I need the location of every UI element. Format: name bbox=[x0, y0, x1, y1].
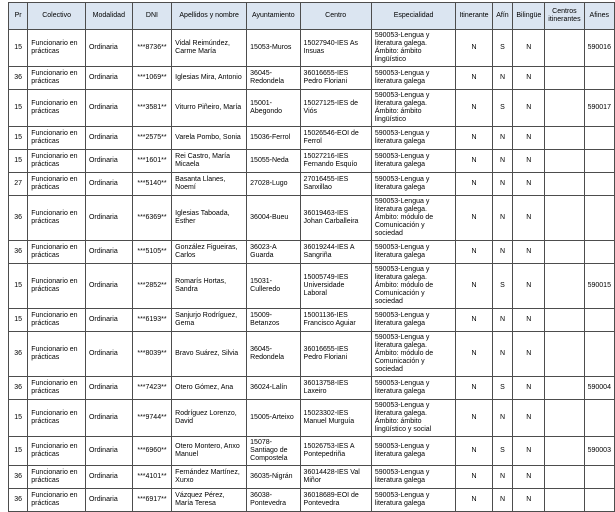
table-row bbox=[9, 309, 615, 332]
cell-nombre: Sanjurjo Rodríguez, Gema bbox=[172, 309, 247, 332]
cell-itinerante: N bbox=[456, 127, 492, 150]
cell-ayuntamiento: 36035-Nigrán bbox=[247, 466, 300, 489]
cell-itinerante: N bbox=[456, 489, 492, 512]
cell-ayuntamiento: 36024-Lalín bbox=[247, 377, 300, 400]
cell-ayuntamiento: 15053-Muros bbox=[247, 30, 300, 67]
cell-dni: ***2575** bbox=[132, 127, 171, 150]
cell-centros_itinerantes bbox=[545, 67, 584, 90]
cell-dni: ***8736** bbox=[132, 30, 171, 67]
cell-centro: 15027125-IES de Viós bbox=[300, 90, 371, 127]
cell-especialidad: 590053-Lengua y literatura galega bbox=[371, 466, 456, 489]
cell-centros_itinerantes bbox=[545, 173, 584, 196]
table-row bbox=[9, 400, 615, 437]
cell-modalidad: Ordinaria bbox=[85, 466, 132, 489]
cell-ayuntamiento: 36045-Redondela bbox=[247, 332, 300, 377]
cell-afin: S bbox=[492, 377, 513, 400]
cell-modalidad: Ordinaria bbox=[85, 241, 132, 264]
cell-bilingue: N bbox=[513, 150, 545, 173]
cell-colectivo: Funcionario en prácticas bbox=[28, 309, 86, 332]
cell-pr: 36 bbox=[9, 332, 28, 377]
cell-afines bbox=[584, 173, 614, 196]
cell-afin: N bbox=[492, 173, 513, 196]
cell-modalidad: Ordinaria bbox=[85, 264, 132, 309]
cell-centro: 36019244-IES A Sangriña bbox=[300, 241, 371, 264]
cell-especialidad: 590053-Lengua y literatura galega. Ámbito: módulo de Comunicación y sociedad bbox=[371, 196, 456, 241]
cell-centros_itinerantes bbox=[545, 332, 584, 377]
cell-afin: N bbox=[492, 489, 513, 512]
table-row bbox=[9, 127, 615, 150]
table-row bbox=[9, 30, 615, 67]
cell-dni: ***2852** bbox=[132, 264, 171, 309]
cell-itinerante: N bbox=[456, 30, 492, 67]
cell-pr: 15 bbox=[9, 150, 28, 173]
staff-assignments-table bbox=[8, 2, 615, 512]
cell-dni: ***1601** bbox=[132, 150, 171, 173]
cell-pr: 15 bbox=[9, 90, 28, 127]
table-row bbox=[9, 173, 615, 196]
cell-centros_itinerantes bbox=[545, 489, 584, 512]
cell-ayuntamiento: 15009-Betanzos bbox=[247, 309, 300, 332]
cell-afin: N bbox=[492, 400, 513, 437]
table-row bbox=[9, 437, 615, 466]
cell-afin: N bbox=[492, 196, 513, 241]
table-row bbox=[9, 67, 615, 90]
cell-pr: 15 bbox=[9, 30, 28, 67]
cell-afines bbox=[584, 150, 614, 173]
cell-colectivo: Funcionario en prácticas bbox=[28, 377, 86, 400]
cell-afines: 590004 bbox=[584, 377, 614, 400]
table-row bbox=[9, 332, 615, 377]
cell-itinerante: N bbox=[456, 241, 492, 264]
table-body bbox=[9, 30, 615, 512]
cell-centro: 15027216-IES Fernando Esquío bbox=[300, 150, 371, 173]
cell-centros_itinerantes bbox=[545, 196, 584, 241]
cell-especialidad: 590053-Lengua y literatura galega bbox=[371, 241, 456, 264]
cell-nombre: Vidal Reimúndez, Carme María bbox=[172, 30, 247, 67]
header-afines: Afines bbox=[584, 3, 614, 30]
header-especialidad: Especialidad bbox=[371, 3, 456, 30]
cell-bilingue: N bbox=[513, 196, 545, 241]
cell-colectivo: Funcionario en prácticas bbox=[28, 30, 86, 67]
table-row bbox=[9, 196, 615, 241]
cell-bilingue: N bbox=[513, 173, 545, 196]
cell-itinerante: N bbox=[456, 150, 492, 173]
cell-itinerante: N bbox=[456, 400, 492, 437]
cell-colectivo: Funcionario en prácticas bbox=[28, 127, 86, 150]
cell-afin: N bbox=[492, 466, 513, 489]
cell-centros_itinerantes bbox=[545, 400, 584, 437]
cell-nombre: Rei Castro, María Micaela bbox=[172, 150, 247, 173]
cell-pr: 15 bbox=[9, 264, 28, 309]
cell-pr: 15 bbox=[9, 400, 28, 437]
cell-nombre: Bravo Suárez, Silvia bbox=[172, 332, 247, 377]
cell-centros_itinerantes bbox=[545, 150, 584, 173]
cell-itinerante: N bbox=[456, 196, 492, 241]
cell-dni: ***8039** bbox=[132, 332, 171, 377]
cell-afines bbox=[584, 309, 614, 332]
cell-especialidad: 590053-Lengua y literatura galega bbox=[371, 67, 456, 90]
cell-afin: S bbox=[492, 90, 513, 127]
cell-itinerante: N bbox=[456, 437, 492, 466]
cell-colectivo: Funcionario en prácticas bbox=[28, 150, 86, 173]
cell-colectivo: Funcionario en prácticas bbox=[28, 332, 86, 377]
cell-bilingue: N bbox=[513, 309, 545, 332]
cell-bilingue: N bbox=[513, 90, 545, 127]
cell-afines: 590003 bbox=[584, 437, 614, 466]
cell-dni: ***7423** bbox=[132, 377, 171, 400]
cell-colectivo: Funcionario en prácticas bbox=[28, 241, 86, 264]
cell-pr: 36 bbox=[9, 241, 28, 264]
cell-afines bbox=[584, 241, 614, 264]
cell-bilingue: N bbox=[513, 67, 545, 90]
cell-especialidad: 590053-Lengua y literatura galega bbox=[371, 150, 456, 173]
cell-nombre: Otero Montero, Anxo Manuel bbox=[172, 437, 247, 466]
cell-bilingue: N bbox=[513, 437, 545, 466]
cell-afines bbox=[584, 196, 614, 241]
cell-especialidad: 590053-Lengua y literatura galega bbox=[371, 173, 456, 196]
cell-bilingue: N bbox=[513, 489, 545, 512]
cell-modalidad: Ordinaria bbox=[85, 437, 132, 466]
header-modalidad: Modalidad bbox=[85, 3, 132, 30]
cell-bilingue: N bbox=[513, 377, 545, 400]
cell-afin: N bbox=[492, 127, 513, 150]
table-row bbox=[9, 90, 615, 127]
header-ayuntamiento: Ayuntamiento bbox=[247, 3, 300, 30]
cell-ayuntamiento: 15055-Neda bbox=[247, 150, 300, 173]
cell-ayuntamiento: 15078-Santiago de Compostela bbox=[247, 437, 300, 466]
cell-itinerante: N bbox=[456, 173, 492, 196]
cell-centros_itinerantes bbox=[545, 241, 584, 264]
cell-centros_itinerantes bbox=[545, 30, 584, 67]
cell-bilingue: N bbox=[513, 332, 545, 377]
cell-pr: 36 bbox=[9, 196, 28, 241]
cell-afines bbox=[584, 332, 614, 377]
cell-afines: 590017 bbox=[584, 90, 614, 127]
cell-centro: 36014428-IES Val Miñor bbox=[300, 466, 371, 489]
cell-modalidad: Ordinaria bbox=[85, 127, 132, 150]
cell-itinerante: N bbox=[456, 377, 492, 400]
cell-afin: N bbox=[492, 332, 513, 377]
cell-pr: 15 bbox=[9, 309, 28, 332]
cell-itinerante: N bbox=[456, 90, 492, 127]
cell-centro: 15026546-EOI de Ferrol bbox=[300, 127, 371, 150]
cell-afines bbox=[584, 400, 614, 437]
header-colectivo: Colectivo bbox=[28, 3, 86, 30]
cell-pr: 36 bbox=[9, 466, 28, 489]
cell-centro: 15026753-IES A Pontepedriña bbox=[300, 437, 371, 466]
cell-ayuntamiento: 15031-Culleredo bbox=[247, 264, 300, 309]
cell-nombre: Fernández Martínez, Xurxo bbox=[172, 466, 247, 489]
cell-especialidad: 590053-Lengua y literatura galega bbox=[371, 377, 456, 400]
cell-colectivo: Funcionario en prácticas bbox=[28, 196, 86, 241]
table-row bbox=[9, 241, 615, 264]
cell-centros_itinerantes bbox=[545, 264, 584, 309]
cell-itinerante: N bbox=[456, 264, 492, 309]
cell-centro: 36016655-IES Pedro Floriani bbox=[300, 67, 371, 90]
cell-ayuntamiento: 36038-Pontevedra bbox=[247, 489, 300, 512]
cell-nombre: Iglesias Taboada, Esther bbox=[172, 196, 247, 241]
cell-especialidad: 590053-Lengua y literatura galega. Ámbito: ámbito lingüístico y social bbox=[371, 400, 456, 437]
header-dni: DNI bbox=[132, 3, 171, 30]
cell-centro: 15027940-IES As Insuas bbox=[300, 30, 371, 67]
header-centros_itinerantes: Centros itinerantes bbox=[545, 3, 584, 30]
cell-afines bbox=[584, 67, 614, 90]
cell-centros_itinerantes bbox=[545, 90, 584, 127]
cell-especialidad: 590053-Lengua y literatura galega bbox=[371, 437, 456, 466]
cell-pr: 36 bbox=[9, 67, 28, 90]
cell-bilingue: N bbox=[513, 241, 545, 264]
cell-afines bbox=[584, 127, 614, 150]
cell-centros_itinerantes bbox=[545, 437, 584, 466]
cell-afines: 590015 bbox=[584, 264, 614, 309]
cell-especialidad: 590053-Lengua y literatura galega. Ámbito: ámbito lingüístico bbox=[371, 30, 456, 67]
cell-modalidad: Ordinaria bbox=[85, 173, 132, 196]
cell-nombre: Otero Gómez, Ana bbox=[172, 377, 247, 400]
table-row bbox=[9, 377, 615, 400]
cell-colectivo: Funcionario en prácticas bbox=[28, 437, 86, 466]
cell-afin: N bbox=[492, 67, 513, 90]
cell-pr: 27 bbox=[9, 173, 28, 196]
cell-especialidad: 590053-Lengua y literatura galega bbox=[371, 127, 456, 150]
cell-pr: 36 bbox=[9, 489, 28, 512]
cell-ayuntamiento: 15036-Ferrol bbox=[247, 127, 300, 150]
cell-centro: 15023302-IES Manuel Murguía bbox=[300, 400, 371, 437]
cell-modalidad: Ordinaria bbox=[85, 309, 132, 332]
cell-dni: ***9744** bbox=[132, 400, 171, 437]
cell-afines: 590016 bbox=[584, 30, 614, 67]
cell-itinerante: N bbox=[456, 309, 492, 332]
cell-centros_itinerantes bbox=[545, 466, 584, 489]
cell-ayuntamiento: 36045-Redondela bbox=[247, 67, 300, 90]
cell-bilingue: N bbox=[513, 264, 545, 309]
cell-ayuntamiento: 27028-Lugo bbox=[247, 173, 300, 196]
cell-colectivo: Funcionario en prácticas bbox=[28, 466, 86, 489]
cell-colectivo: Funcionario en prácticas bbox=[28, 90, 86, 127]
table-row bbox=[9, 466, 615, 489]
header-bilingue: Bilingüe bbox=[513, 3, 545, 30]
cell-modalidad: Ordinaria bbox=[85, 150, 132, 173]
cell-nombre: González Figueiras, Carlos bbox=[172, 241, 247, 264]
cell-afines bbox=[584, 489, 614, 512]
cell-afin: S bbox=[492, 437, 513, 466]
header-nombre: Apellidos y nombre bbox=[172, 3, 247, 30]
cell-ayuntamiento: 36004-Bueu bbox=[247, 196, 300, 241]
cell-modalidad: Ordinaria bbox=[85, 196, 132, 241]
cell-dni: ***6960** bbox=[132, 437, 171, 466]
cell-dni: ***1069** bbox=[132, 67, 171, 90]
cell-colectivo: Funcionario en prácticas bbox=[28, 400, 86, 437]
cell-centros_itinerantes bbox=[545, 377, 584, 400]
cell-centros_itinerantes bbox=[545, 127, 584, 150]
cell-dni: ***3581** bbox=[132, 90, 171, 127]
cell-especialidad: 590053-Lengua y literatura galega bbox=[371, 309, 456, 332]
table-row bbox=[9, 489, 615, 512]
cell-centro: 36013758-IES Laxeiro bbox=[300, 377, 371, 400]
cell-dni: ***5105** bbox=[132, 241, 171, 264]
cell-nombre: Rodríguez Lorenzo, David bbox=[172, 400, 247, 437]
cell-nombre: Romarís Hortas, Sandra bbox=[172, 264, 247, 309]
cell-afines bbox=[584, 466, 614, 489]
cell-centro: 15001136-IES Francisco Aguiar bbox=[300, 309, 371, 332]
cell-centro: 36016655-IES Pedro Floriani bbox=[300, 332, 371, 377]
cell-pr: 15 bbox=[9, 127, 28, 150]
cell-nombre: Viturro Piñeiro, María bbox=[172, 90, 247, 127]
cell-modalidad: Ordinaria bbox=[85, 67, 132, 90]
cell-dni: ***5140** bbox=[132, 173, 171, 196]
cell-itinerante: N bbox=[456, 466, 492, 489]
cell-afin: S bbox=[492, 264, 513, 309]
cell-centro: 15005749-IES Universidade Laboral bbox=[300, 264, 371, 309]
table-header bbox=[9, 3, 615, 30]
header-itinerante: Itinerante bbox=[456, 3, 492, 30]
cell-modalidad: Ordinaria bbox=[85, 489, 132, 512]
cell-centro: 36019463-IES Johan Carballeira bbox=[300, 196, 371, 241]
table-row bbox=[9, 264, 615, 309]
cell-especialidad: 590053-Lengua y literatura galega. Ámbito: módulo de Comunicación y sociedad bbox=[371, 332, 456, 377]
cell-modalidad: Ordinaria bbox=[85, 377, 132, 400]
cell-modalidad: Ordinaria bbox=[85, 332, 132, 377]
cell-ayuntamiento: 15001-Abegondo bbox=[247, 90, 300, 127]
cell-modalidad: Ordinaria bbox=[85, 400, 132, 437]
cell-dni: ***6193** bbox=[132, 309, 171, 332]
header-row bbox=[9, 3, 615, 30]
cell-dni: ***6917** bbox=[132, 489, 171, 512]
table-row bbox=[9, 150, 615, 173]
cell-especialidad: 590053-Lengua y literatura galega. Ámbito: módulo de Comunicación y sociedad bbox=[371, 264, 456, 309]
cell-modalidad: Ordinaria bbox=[85, 90, 132, 127]
cell-nombre: Iglesias Mira, Antonio bbox=[172, 67, 247, 90]
cell-colectivo: Funcionario en prácticas bbox=[28, 67, 86, 90]
cell-colectivo: Funcionario en prácticas bbox=[28, 264, 86, 309]
cell-pr: 36 bbox=[9, 377, 28, 400]
cell-bilingue: N bbox=[513, 400, 545, 437]
cell-bilingue: N bbox=[513, 127, 545, 150]
cell-centro: 36018689-EOI de Pontevedra bbox=[300, 489, 371, 512]
cell-afin: N bbox=[492, 241, 513, 264]
header-centro: Centro bbox=[300, 3, 371, 30]
header-pr: Pr bbox=[9, 3, 28, 30]
cell-nombre: Basanta Llanes, Noemí bbox=[172, 173, 247, 196]
cell-centros_itinerantes bbox=[545, 309, 584, 332]
cell-dni: ***6369** bbox=[132, 196, 171, 241]
cell-bilingue: N bbox=[513, 30, 545, 67]
cell-itinerante: N bbox=[456, 332, 492, 377]
cell-afin: N bbox=[492, 309, 513, 332]
cell-colectivo: Funcionario en prácticas bbox=[28, 489, 86, 512]
cell-ayuntamiento: 36023-A Guarda bbox=[247, 241, 300, 264]
cell-especialidad: 590053-Lengua y literatura galega. Ámbito: ámbito lingüístico bbox=[371, 90, 456, 127]
cell-especialidad: 590053-Lengua y literatura galega bbox=[371, 489, 456, 512]
cell-afin: S bbox=[492, 30, 513, 67]
cell-dni: ***4101** bbox=[132, 466, 171, 489]
cell-afin: N bbox=[492, 150, 513, 173]
cell-centro: 27016455-IES Sanxillao bbox=[300, 173, 371, 196]
cell-itinerante: N bbox=[456, 67, 492, 90]
cell-modalidad: Ordinaria bbox=[85, 30, 132, 67]
header-afin: Afín bbox=[492, 3, 513, 30]
cell-nombre: Varela Pombo, Sonia bbox=[172, 127, 247, 150]
cell-nombre: Vázquez Pérez, María Teresa bbox=[172, 489, 247, 512]
cell-bilingue: N bbox=[513, 466, 545, 489]
cell-ayuntamiento: 15005-Arteixo bbox=[247, 400, 300, 437]
cell-pr: 15 bbox=[9, 437, 28, 466]
cell-colectivo: Funcionario en prácticas bbox=[28, 173, 86, 196]
